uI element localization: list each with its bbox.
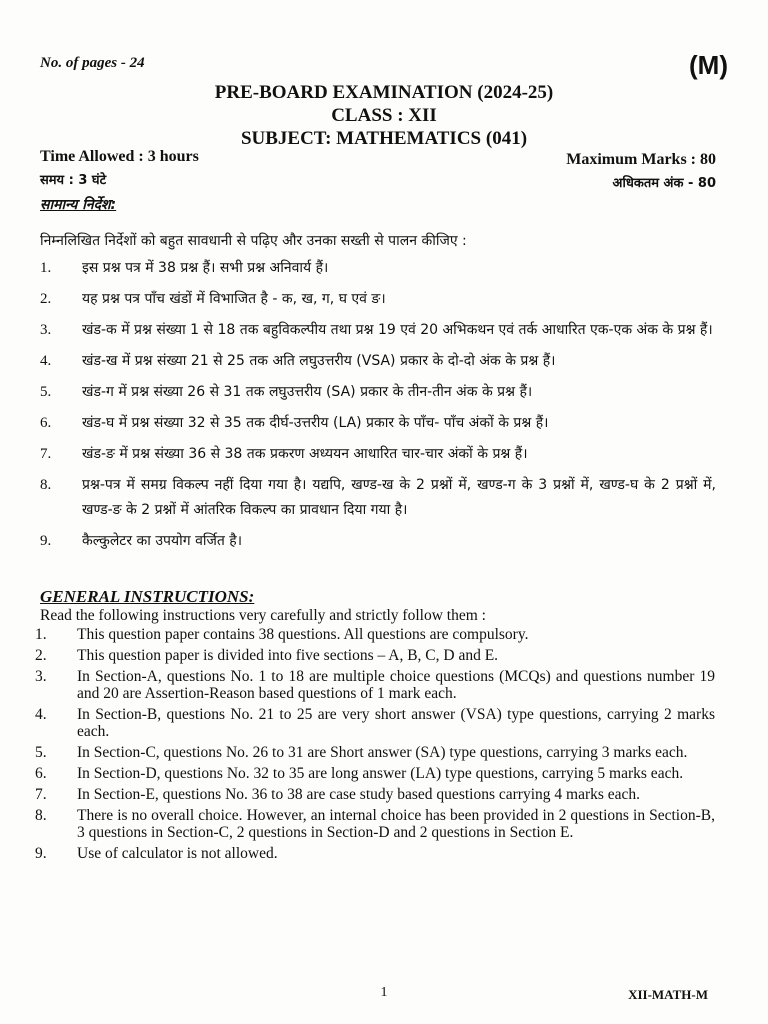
item-number: 2. bbox=[40, 291, 52, 307]
item-text: In Section-D, questions No. 32 to 35 are long answer (LA) type questions, carrying 5 marks each. bbox=[77, 765, 684, 782]
item-number: 7. bbox=[35, 786, 47, 803]
list-item bbox=[40, 349, 716, 374]
pages-count: No. of pages - 24 bbox=[40, 55, 145, 71]
list-item bbox=[35, 668, 715, 702]
item-text: खंड-ख में प्रश्न संख्या 21 से 25 तक अति लघुउत्तरीय (VSA) प्रकार के दो-दो अंक के प्रश्न हैं। bbox=[82, 353, 556, 369]
set-code: (M) bbox=[689, 50, 728, 80]
item-number: 2. bbox=[35, 647, 47, 664]
hindi-instructions-heading: सामान्य निर्देश: bbox=[40, 197, 117, 213]
item-text: खंड-घ में प्रश्न संख्या 32 से 35 तक दीर्घ-उत्तरीय (LA) प्रकार के पाँच- पाँच अंकों के प्रश्न हैं। bbox=[82, 415, 549, 431]
max-marks-en: Maximum Marks : 80 bbox=[566, 151, 716, 168]
item-number: 9. bbox=[35, 845, 47, 862]
item-number: 4. bbox=[40, 353, 52, 369]
item-text: प्रश्न-पत्र में समग्र विकल्प नहीं दिया गया है। यद्यपि, खण्ड-ख के 2 प्रश्नों में, खण्ड-ग के 3 प्रश्नों में, खण्ड-घ के 2 प्रश्नों में, खण्ड-ङ के 2 प्रश्नों में आंतरिक विकल्प का प्रावधान दिया गया है। bbox=[82, 477, 716, 518]
list-item bbox=[35, 744, 715, 761]
item-text: खंड-ग में प्रश्न संख्या 26 से 31 तक लघुउत्तरीय (SA) प्रकार के तीन-तीन अंक के प्रश्न हैं। bbox=[82, 384, 533, 400]
list-item bbox=[35, 845, 715, 862]
list-item bbox=[40, 256, 716, 281]
english-instructions-list bbox=[35, 626, 715, 866]
english-instructions-heading: GENERAL INSTRUCTIONS: bbox=[40, 587, 255, 606]
english-instructions-intro: Read the following instructions very carefully and strictly follow them : bbox=[40, 607, 486, 624]
item-number: 9. bbox=[40, 533, 52, 549]
item-text: कैल्कुलेटर का उपयोग वर्जित है। bbox=[82, 533, 243, 549]
item-number: 1. bbox=[40, 260, 52, 276]
list-item bbox=[35, 706, 715, 740]
subject-label: SUBJECT: MATHEMATICS (041) bbox=[240, 128, 528, 149]
item-number: 1. bbox=[35, 626, 47, 643]
list-item bbox=[35, 626, 715, 643]
time-allowed-hi: समय : 3 घंटे bbox=[40, 173, 107, 188]
item-number: 3. bbox=[40, 322, 52, 338]
list-item bbox=[35, 647, 715, 664]
list-item bbox=[40, 442, 716, 467]
list-item bbox=[40, 529, 716, 554]
class-label: CLASS : XII bbox=[331, 105, 437, 126]
item-text: In Section-C, questions No. 26 to 31 are Short answer (SA) type questions, carrying 3 marks each. bbox=[77, 744, 688, 761]
paper-code: XII-MATH-M bbox=[628, 987, 708, 1002]
item-text: Use of calculator is not allowed. bbox=[77, 845, 278, 862]
item-text: This question paper contains 38 questions. All questions are compulsory. bbox=[77, 626, 529, 643]
item-number: 3. bbox=[35, 668, 47, 685]
list-item bbox=[40, 318, 716, 343]
item-number: 5. bbox=[40, 384, 52, 400]
item-number: 5. bbox=[35, 744, 47, 761]
list-item bbox=[40, 411, 716, 436]
list-item bbox=[40, 380, 716, 405]
item-text: यह प्रश्न पत्र पाँच खंडों में विभाजित है - क, ख, ग, घ एवं ङ। bbox=[82, 291, 386, 307]
hindi-instructions-list bbox=[40, 256, 716, 560]
item-number: 8. bbox=[35, 807, 47, 824]
list-item bbox=[40, 287, 716, 312]
item-number: 4. bbox=[35, 706, 47, 723]
list-item bbox=[35, 807, 715, 841]
item-text: इस प्रश्न पत्र में 38 प्रश्न हैं। सभी प्रश्न अनिवार्य हैं। bbox=[82, 260, 329, 276]
item-text: This question paper is divided into five sections – A, B, C, D and E. bbox=[77, 647, 499, 664]
max-marks-hi: अधिकतम अंक - 80 bbox=[612, 176, 716, 191]
item-number: 8. bbox=[40, 477, 52, 493]
item-number: 7. bbox=[40, 446, 52, 462]
list-item bbox=[40, 473, 716, 523]
item-text: In Section-A, questions No. 1 to 18 are multiple choice questions (MCQs) and questions number 19 and 20 are Assertion-Reason based questions of 1 mark each. bbox=[77, 668, 715, 702]
item-text: In Section-B, questions No. 21 to 25 are very short answer (VSA) type questions, carrying 2 marks each. bbox=[77, 706, 715, 740]
item-text: खंड-ङ में प्रश्न संख्या 36 से 38 तक प्रकरण अध्ययन आधारित चार-चार अंकों के प्रश्न हैं। bbox=[82, 446, 528, 462]
item-number: 6. bbox=[35, 765, 47, 782]
list-item bbox=[35, 765, 715, 782]
item-text: In Section-E, questions No. 36 to 38 are case study based questions carrying 4 marks each. bbox=[77, 786, 641, 803]
item-text: खंड-क में प्रश्न संख्या 1 से 18 तक बहुविकल्पीय तथा प्रश्न 19 एवं 20 अभिकथन एवं तर्क आधारित एक-एक अंक के प्रश्न हैं। bbox=[82, 322, 713, 338]
list-item bbox=[35, 786, 715, 803]
time-allowed-en: Time Allowed : 3 hours bbox=[40, 148, 199, 165]
hindi-instructions-intro: निम्नलिखित निर्देशों को बहुत सावधानी से पढ़िए और उनका सख्ती से पालन कीजिए : bbox=[40, 233, 467, 249]
page-number: 1 bbox=[380, 985, 388, 1000]
exam-title: PRE-BOARD EXAMINATION (2024-25) bbox=[214, 82, 554, 103]
item-number: 6. bbox=[40, 415, 52, 431]
item-text: There is no overall choice. However, an internal choice has been provided in 2 questions in Section-B, 3 questions in Section-C, 2 questions in Section-D and 2 questions in Section E. bbox=[77, 807, 715, 841]
